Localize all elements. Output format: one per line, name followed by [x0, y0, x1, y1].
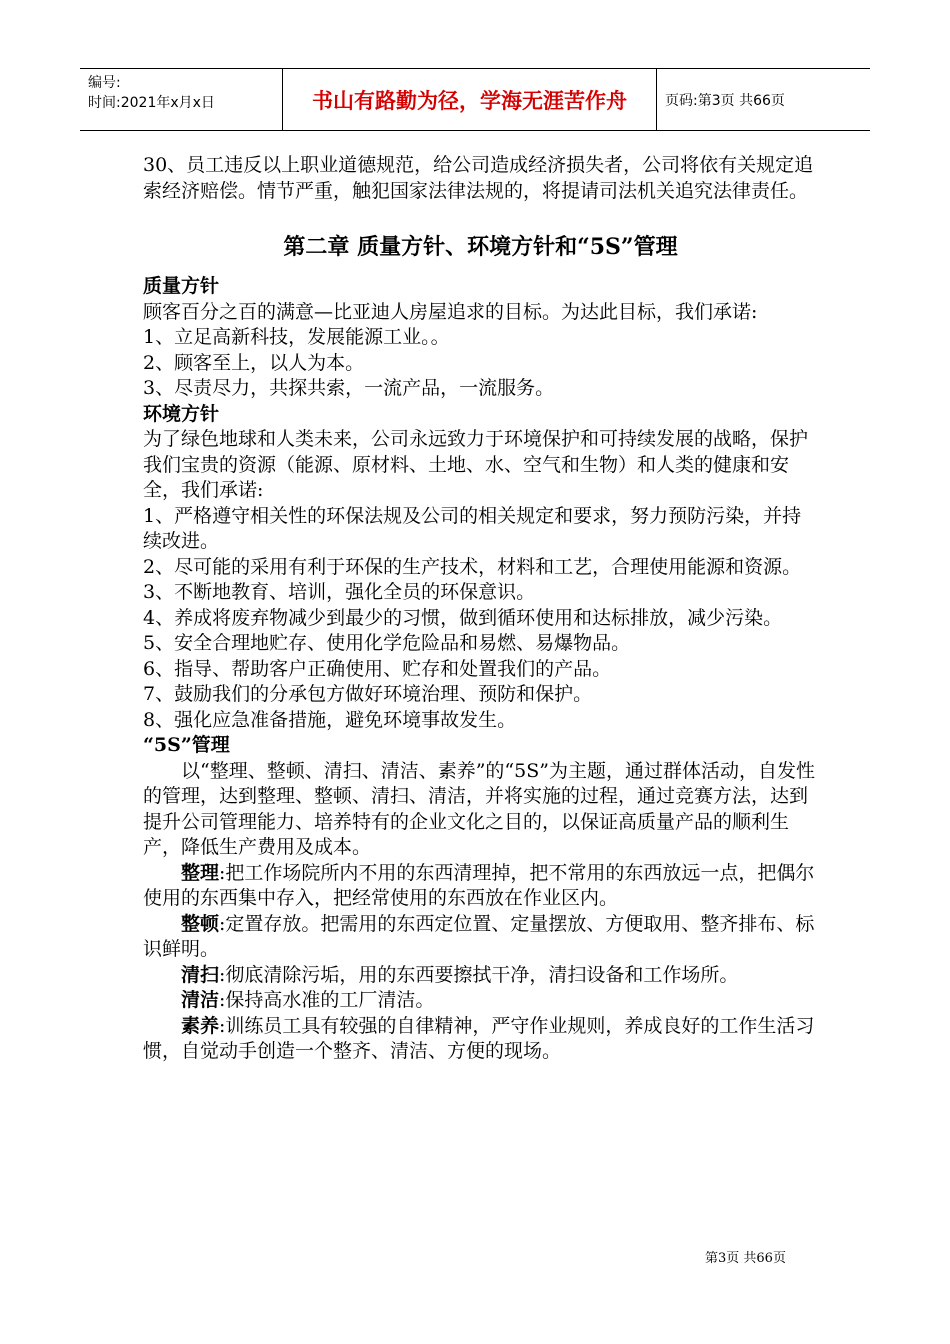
term-separator: :	[219, 861, 226, 884]
term-separator: :	[219, 1014, 226, 1037]
term-separator: :	[219, 963, 226, 986]
term-label: 整理	[181, 861, 220, 884]
chapter-title: 第二章 质量方针、环境方针和“5S”管理	[283, 234, 678, 260]
environment-intro: 为了绿色地球和人类未来，公司永远致力于环境保护和可持续发展的战略，保护我们宝贵的资源（能源、原材料、土地、水、空气和生物）和人类的健康和安全，我们承诺:	[143, 428, 809, 501]
environment-item: 5、安全合理地贮存、使用化学危险品和易燃、易爆物品。	[143, 632, 631, 654]
environment-heading: 环境方针	[143, 402, 220, 425]
page-header	[80, 68, 870, 131]
quality-item: 1、立足高新科技，发展能源工业。。	[143, 326, 450, 348]
fives-term-seiri	[143, 861, 818, 912]
environment-item: 4、养成将废弃物减少到最少的习惯，做到循环使用和达标排放，减少污染。	[143, 606, 783, 629]
term-description: 保持高水准的工厂清洁。	[225, 989, 435, 1011]
quality-item: 2、顾客至上，以人为本。	[143, 351, 365, 374]
fives-term-seiton	[143, 912, 818, 963]
term-label: 清洁	[181, 989, 220, 1011]
fives-term-seiso	[143, 963, 818, 989]
term-description: 彻底清除污垢，用的东西要擦拭干净，清扫设备和工作场所。	[225, 963, 739, 986]
term-label: 素养	[181, 1014, 220, 1037]
quality-item: 3、尽责尽力，共探共索，一流产品，一流服务。	[143, 377, 555, 399]
fives-term-seiketsu	[143, 988, 818, 1014]
fives-term-shitsuke	[143, 1014, 818, 1065]
header-motto: 书山有路勤为径，学海无涯苦作舟	[283, 69, 657, 130]
environment-item: 7、鼓励我们的分承包方做好环境治理、预防和保护。	[143, 683, 593, 705]
fives-intro: 以“整理、整顿、清扫、清洁、素养”的“5S”为主题，通过群体活动，自发性的管理，达到整理、整顿、清扫、清洁，并将实施的过程，通过竞赛方法，达到提升公司管理能力、培养特有的企业文化之目的，以保证高质量产品的顺利生产，降低生产费用及成本。	[143, 759, 815, 858]
environment-item: 1、严格遵守相关性的环保法规及公司的相关规定和要求，努力预防污染，并持续改进。	[143, 504, 802, 552]
term-label: 清扫	[181, 963, 220, 986]
term-separator: :	[219, 912, 226, 935]
header-page-info: 页码:第3页 共66页	[665, 92, 785, 109]
paragraph-item-30: 30、员工违反以上职业道德规范，给公司造成经济损失者，公司将依有关规定追索经济赔偿。情节严重，触犯国家法律法规的，将提请司法机关追究法律责任。	[143, 154, 814, 202]
quality-heading: 质量方针	[143, 275, 220, 297]
term-label: 整顿	[181, 912, 220, 935]
page-footer: 第3页 共66页	[705, 1251, 786, 1266]
date-line: 时间:2021年x月x日	[88, 95, 215, 111]
term-separator: :	[219, 989, 226, 1011]
document-body	[143, 153, 818, 1065]
header-meta	[80, 69, 283, 130]
fives-heading: “5S”管理	[143, 734, 230, 756]
environment-item: 8、强化应急准备措施，避免环境事故发生。	[143, 708, 517, 731]
environment-item: 6、指导、帮助客户正确使用、贮存和处置我们的产品。	[143, 657, 612, 680]
quality-intro: 顾客百分之百的满意—比亚迪人房屋追求的目标。为达此目标，我们承诺:	[143, 300, 758, 323]
term-description: 训练员工具有较强的自律精神，严守作业规则，养成良好的工作生活习惯，自觉动手创造一个整齐、清洁、方便的现场。	[143, 1014, 815, 1062]
environment-item: 3、不断地教育、培训，强化全员的环保意识。	[143, 581, 536, 603]
term-description: 把工作场院所内不用的东西清理掉，把不常用的东西放远一点，把偶尔使用的东西集中存入，把经常使用的东西放在作业区内。	[143, 861, 815, 909]
term-description: 定置存放。把需用的东西定位置、定量摆放、方便取用、整齐排布、标识鲜明。	[143, 912, 815, 960]
number-label: 编号:	[88, 75, 121, 91]
environment-item: 2、尽可能的采用有利于环保的生产技术，材料和工艺，合理使用能源和资源。	[143, 555, 802, 578]
